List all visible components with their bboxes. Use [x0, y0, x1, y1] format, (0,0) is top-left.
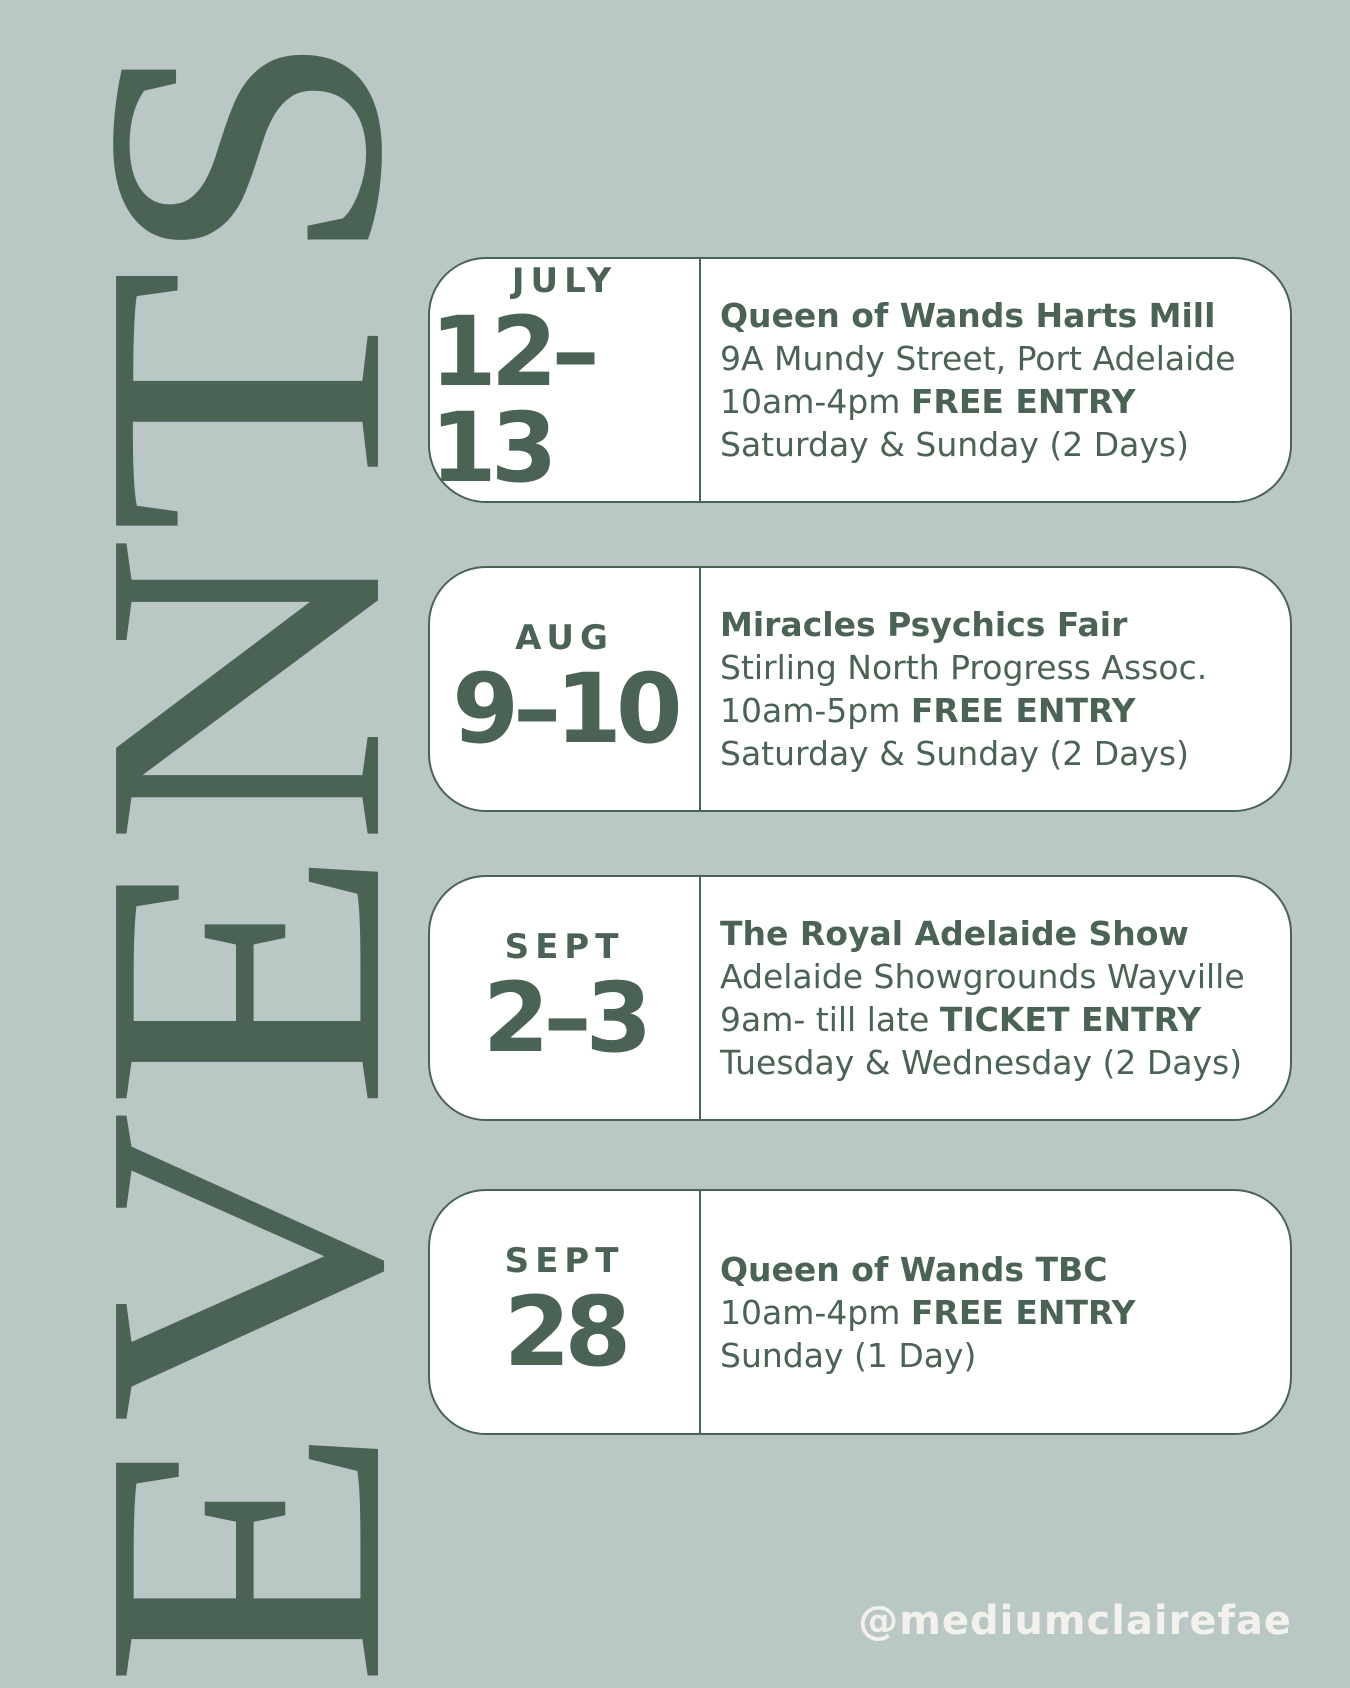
event-location: Adelaide Showgrounds Wayville [720, 957, 1245, 996]
events-title [0, 0, 465, 1688]
card-divider [699, 259, 701, 501]
event-card [428, 257, 1292, 503]
event-when: Saturday & Sunday (2 Days) [720, 734, 1189, 773]
event-name: The Royal Adelaide Show [720, 914, 1189, 953]
event-when: Saturday & Sunday (2 Days) [720, 425, 1189, 464]
event-time-entry [720, 998, 1270, 1041]
event-location: 9A Mundy Street, Port Adelaide [720, 339, 1236, 378]
event-when: Tuesday & Wednesday (2 Days) [720, 1043, 1243, 1082]
event-days: 2–3 [482, 962, 647, 1074]
event-time-entry [720, 380, 1270, 423]
card-divider [699, 1191, 701, 1433]
event-month: SEPT [504, 927, 625, 967]
event-time: 10am-5pm [720, 691, 901, 730]
event-days: 9–10 [452, 653, 677, 765]
event-details [720, 568, 1270, 810]
event-entry: FREE ENTRY [910, 382, 1136, 421]
event-time: 10am-4pm [720, 382, 901, 421]
event-date [430, 877, 699, 1119]
event-time: 9am- till late [720, 1000, 930, 1039]
event-card [428, 566, 1292, 812]
event-month: SEPT [504, 1241, 625, 1281]
event-location: Stirling North Progress Assoc. [720, 648, 1208, 687]
event-card [428, 875, 1292, 1121]
event-date [430, 1191, 699, 1433]
event-days: 28 [503, 1276, 626, 1388]
event-entry: FREE ENTRY [910, 1292, 1136, 1332]
event-entry: FREE ENTRY [910, 691, 1136, 730]
event-month: AUG [515, 618, 614, 658]
event-details [720, 1191, 1270, 1433]
social-handle: @mediumclairefae [858, 1598, 1292, 1644]
event-when: Sunday (1 Day) [720, 1335, 977, 1375]
event-card [428, 1189, 1292, 1435]
card-divider [699, 877, 701, 1119]
event-date [430, 259, 699, 504]
event-month: JULY [511, 261, 618, 301]
event-time-entry [720, 1291, 1270, 1334]
card-divider [699, 568, 701, 810]
event-entry: TICKET ENTRY [939, 1000, 1202, 1039]
event-name: Miracles Psychics Fair [720, 605, 1128, 644]
events-title-text: EVENTS [22, 154, 465, 1688]
event-date [430, 568, 699, 810]
event-time-entry [720, 689, 1270, 732]
event-days: 12–13 [430, 296, 594, 504]
event-name: Queen of Wands Harts Mill [720, 296, 1216, 335]
event-name: Queen of Wands TBC [720, 1249, 1108, 1289]
event-details [720, 259, 1270, 501]
event-details [720, 877, 1270, 1119]
event-time: 10am-4pm [720, 1292, 901, 1332]
